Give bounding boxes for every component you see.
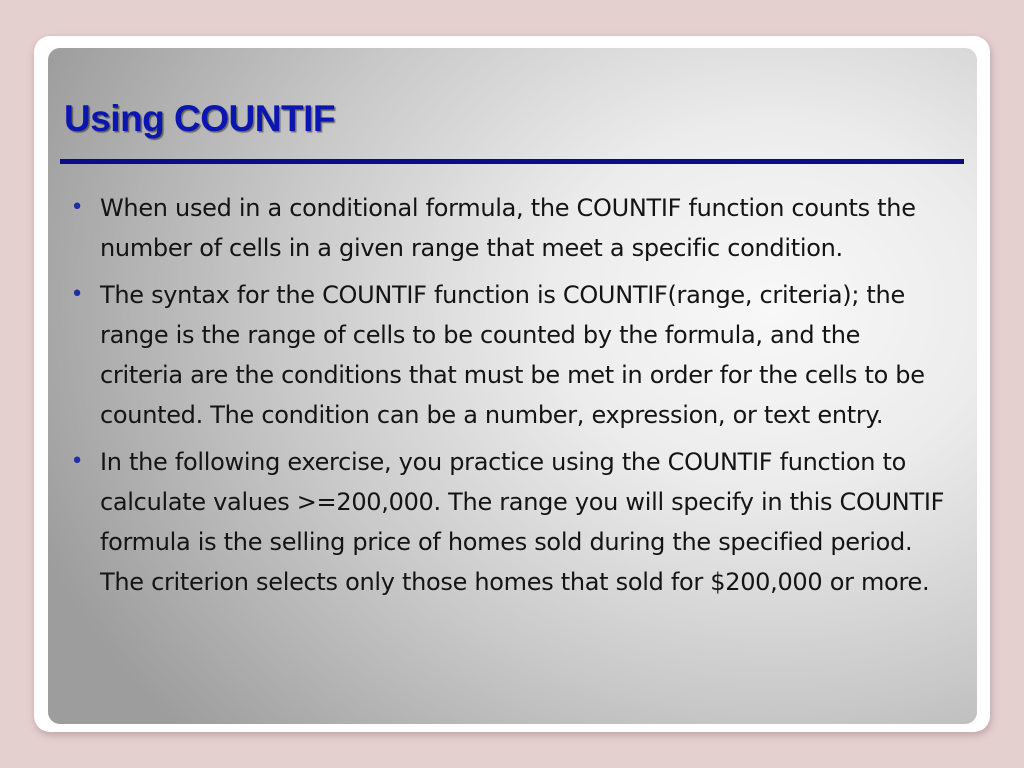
list-item [70,275,950,435]
bullet-icon: • [70,195,84,220]
slide [48,48,977,724]
list-item [70,442,950,602]
bullet-list [70,188,950,609]
slide-title: Using COUNTIF [64,98,335,139]
title-underline [60,159,964,164]
bullet-text: The syntax for the COUNTIF function is COUNTIF(range, criteria); the range is the range of cells to be counted by the formula, and the criteria are the conditions that must be met in order for the cells to be counted. The condition can be a number, expression, or text entry. [100,281,925,429]
bullet-icon: • [70,282,84,307]
bullet-icon: • [70,449,84,474]
list-item [70,188,950,268]
bullet-text: When used in a conditional formula, the COUNTIF function counts the number of cells in a given range that meet a specific condition. [100,194,916,262]
bullet-text: In the following exercise, you practice using the COUNTIF function to calculate values >=200,000. The range you will specify in this COUNTIF formula is the selling price of homes sold during the specified period. The criterion selects only those homes that sold for $200,000 or more. [100,448,945,596]
